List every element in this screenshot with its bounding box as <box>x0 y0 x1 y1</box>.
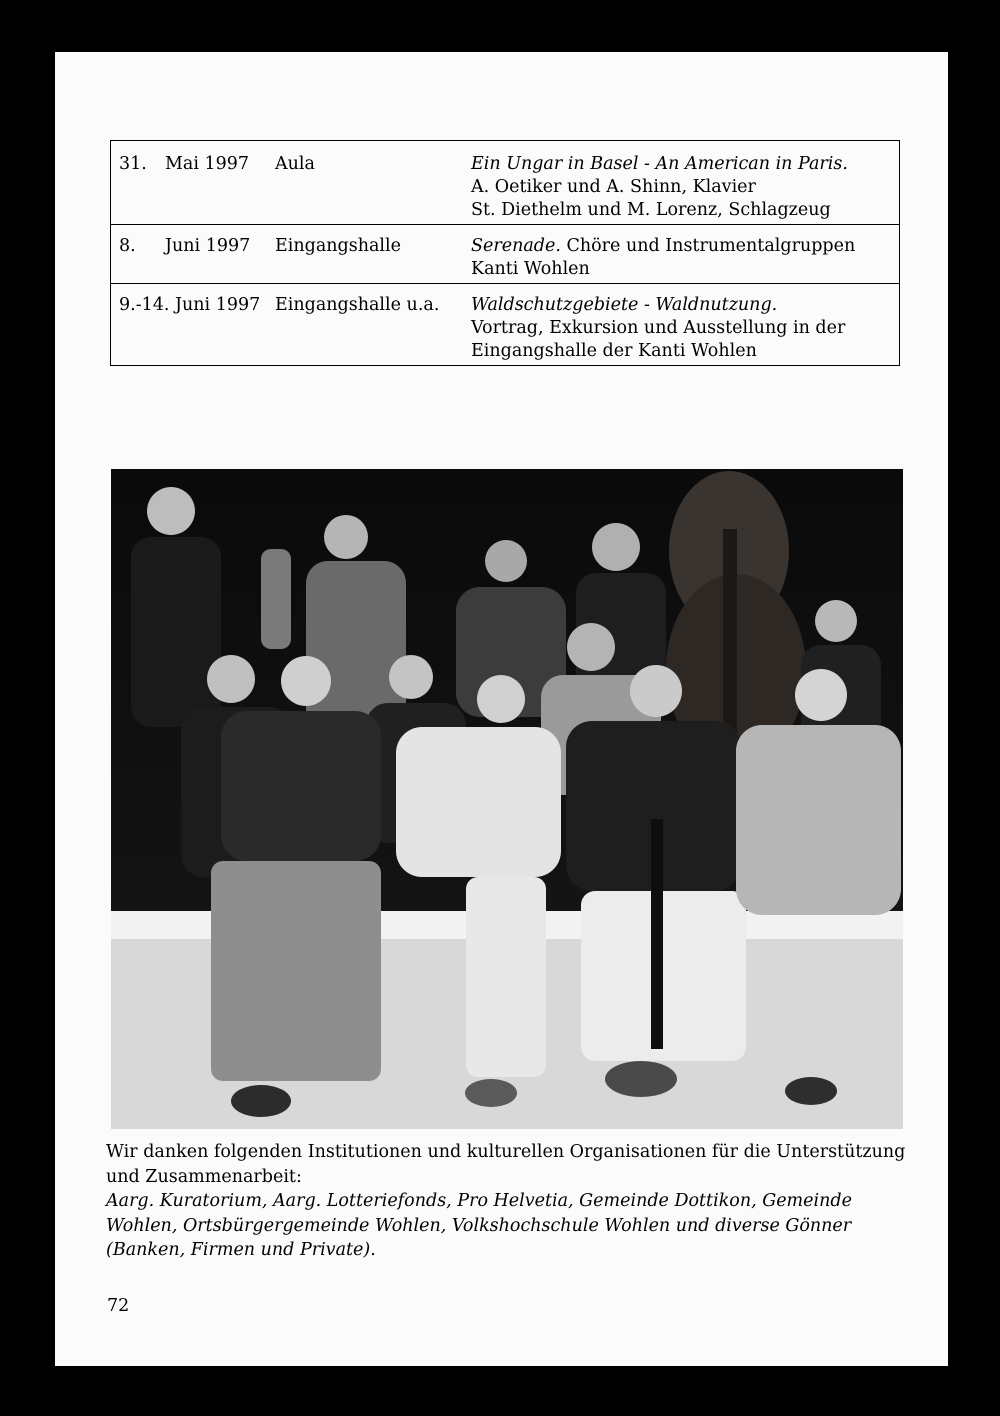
event-place: Eingangshalle <box>275 236 401 256</box>
event-title: Ein Ungar in Basel - An American in Paris. <box>471 154 848 174</box>
event-date-range: 9.-14. Juni 1997 <box>119 295 261 315</box>
caption-credits: Aarg. Kuratorium, Aarg. Lotteriefonds, Pro Helvetia, Gemeinde Dottikon, Gemeinde Wohlen, Ortsbürgergemeinde Wohlen, Volkshochschule Wohlen und diverse Gönner (Banken, Firmen und Private). <box>106 1191 852 1260</box>
event-date: Juni 1997 <box>165 236 251 256</box>
event-description <box>471 141 900 225</box>
event-line: Vortrag, Exkursion und Ausstellung in der <box>471 318 846 338</box>
event-day: 31. <box>119 154 147 174</box>
event-line: St. Diethelm und M. Lorenz, Schlagzeug <box>471 200 831 220</box>
event-line: Eingangshalle der Kanti Wohlen <box>471 341 757 361</box>
table-row <box>111 225 900 284</box>
page <box>55 52 948 1366</box>
acknowledgement-caption <box>106 1140 906 1263</box>
events-table <box>110 140 900 366</box>
event-day: 8. <box>119 236 136 256</box>
event-title: Serenade. <box>471 236 561 256</box>
group-photo <box>111 469 903 1129</box>
event-title: Waldschutzgebiete - Waldnutzung. <box>471 295 778 315</box>
table-row <box>111 141 900 225</box>
event-title-rest: Chöre und Instrumentalgruppen <box>560 236 856 256</box>
group-photo-illustration <box>111 469 903 1129</box>
event-description <box>471 284 900 366</box>
event-description <box>471 225 900 284</box>
caption-intro: Wir danken folgenden Institutionen und kulturellen Organisationen für die Unterstützung und Zusammenarbeit: <box>106 1142 906 1187</box>
table-row <box>111 284 900 366</box>
event-date: Mai 1997 <box>165 154 250 174</box>
event-line: Kanti Wohlen <box>471 259 590 279</box>
page-number: 72 <box>107 1296 130 1316</box>
event-place: Aula <box>275 154 315 174</box>
event-place: Eingangshalle u.a. <box>275 295 440 315</box>
event-line: A. Oetiker und A. Shinn, Klavier <box>471 177 756 197</box>
